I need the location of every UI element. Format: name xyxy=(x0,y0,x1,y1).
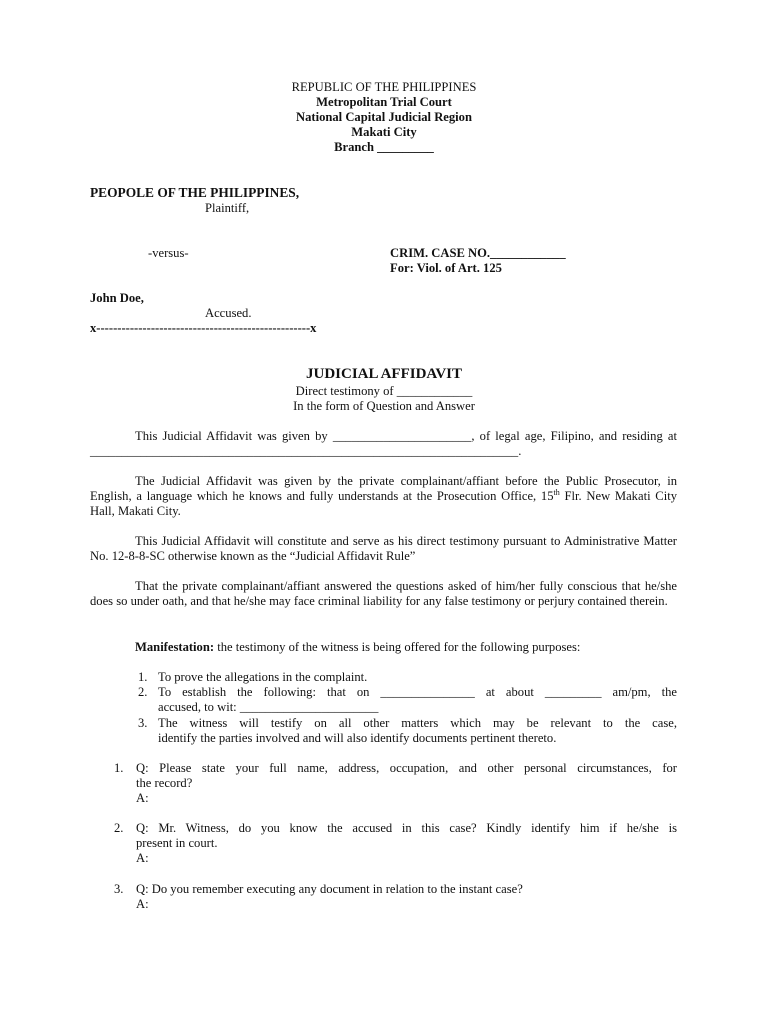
header-republic: REPUBLIC OF THE PHILIPPINES xyxy=(291,80,477,94)
purpose-text: To prove the allegations in the complaint. xyxy=(158,670,368,684)
versus-label: -versus- xyxy=(148,246,189,260)
header-region: National Capital Judicial Region xyxy=(296,110,472,124)
purpose-text-continued: accused, to wit: ______________________ xyxy=(158,700,379,714)
answer-label: A: xyxy=(136,851,149,865)
header-city: Makati City xyxy=(351,125,417,139)
violation-label: For: Viol. of Art. 125 xyxy=(390,261,502,275)
accused-name: John Doe, xyxy=(90,291,144,305)
purpose-number: 1. xyxy=(138,670,148,684)
plaintiff-name: PEOPOLE OF THE PHILIPPINES, xyxy=(90,185,300,200)
header-court: Metropolitan Trial Court xyxy=(316,95,452,109)
question-text-continued: present in court. xyxy=(136,836,218,850)
answer-label: A: xyxy=(136,791,149,805)
paragraph-oath: That the private complainant/affiant answered the questions asked of him/her fully conscious that he/she does so under oath, and that he/she may face criminal liability for any false testimony or perjury contained therein. xyxy=(90,579,677,608)
paragraph-direct-testimony: This Judicial Affidavit will constitute and serve as his direct testimony pursuant to Administrative Matter No. 12-8-8-SC otherwise known as the “Judicial Affidavit Rule” xyxy=(90,534,677,563)
document-title: JUDICIAL AFFIDAVIT xyxy=(305,366,462,382)
header-branch: Branch _________ xyxy=(334,140,434,154)
purpose-number: 2. xyxy=(138,685,148,699)
question-text: Q: Please state your full name, address, occupation, and other personal circumstances, for xyxy=(136,761,677,775)
direct-testimony-line: Direct testimony of ____________ xyxy=(295,384,473,398)
purpose-text: The witness will testify on all other matters which may be relevant to the case, xyxy=(158,716,677,730)
case-number: CRIM. CASE NO.____________ xyxy=(390,246,566,260)
question-text: Q: Do you remember executing any document in relation to the instant case? xyxy=(136,882,523,896)
purpose-text-continued: identify the parties involved and will also identify documents pertinent thereto. xyxy=(158,731,557,745)
answer-label: A: xyxy=(136,897,149,911)
question-number: 2. xyxy=(114,821,124,835)
caption-separator: x---------------------------------------------------x xyxy=(90,321,317,335)
purpose-text: To establish the following: that on _______________ at about _________ am/pm, the xyxy=(158,685,677,699)
question-text: Q: Mr. Witness, do you know the accused in this case? Kindly identify him if he/she is xyxy=(136,821,677,835)
question-number: 3. xyxy=(114,882,124,896)
manifestation-line: Manifestation: the testimony of the witness is being offered for the following purposes: xyxy=(135,640,581,654)
accused-role: Accused. xyxy=(205,306,252,320)
purpose-number: 3. xyxy=(138,716,148,730)
form-line: In the form of Question and Answer xyxy=(293,399,475,413)
paragraph-prosecutor: The Judicial Affidavit was given by the private complainant/affiant before the Public Prosecutor, in English, a language which he knows and fully understands at the Prosecution Office, 15th Flr. New Makati City Hall, Makati City. xyxy=(90,474,678,518)
question-text-continued: the record? xyxy=(136,776,193,790)
paragraph-given-by: This Judicial Affidavit was given by ______________________, of legal age, Filipino, and residing at ____________________________________________________________________. xyxy=(90,429,677,458)
question-number: 1. xyxy=(114,761,124,775)
plaintiff-role: Plaintiff, xyxy=(205,201,250,215)
